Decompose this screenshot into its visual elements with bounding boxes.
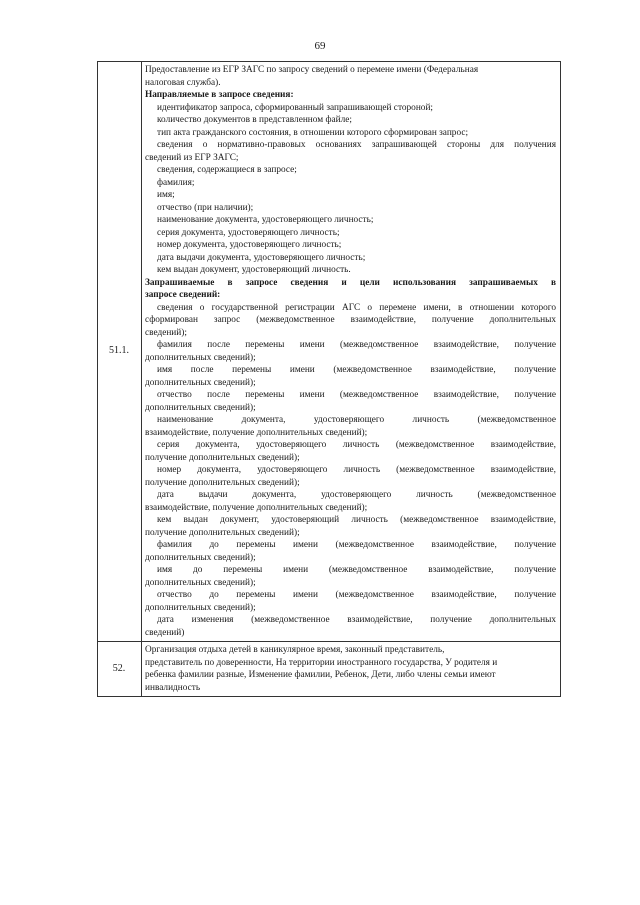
text-line: дополнительных сведений); — [145, 352, 256, 363]
text-line: дата выдачи документа, удостоверяющего личность (межведомственное — [157, 490, 556, 500]
text-line: взаимодействие, получение дополнительных сведений); — [145, 427, 368, 438]
text-line: сформирован запрос (межведомственное взаимодействие, получение дополнительных — [145, 315, 556, 325]
table-row — [98, 62, 561, 642]
table-row — [98, 642, 561, 697]
text-line: кем выдан документ, удостоверяющий личность (межведомственное взаимодействие, — [157, 515, 556, 525]
text-line: сведения о нормативно-правовых основаниях запрашивающей стороны для получения — [157, 140, 556, 150]
text-line: взаимодействие, получение дополнительных сведений); — [145, 502, 368, 513]
text-line: количество документов в представленном файле; — [157, 115, 352, 125]
text-line: отчество после перемены имени (межведомственное взаимодействие, получение — [157, 390, 556, 400]
text-line: наименование документа, удостоверяющего личность; — [157, 215, 374, 225]
text-line: получение дополнительных сведений); — [145, 452, 300, 463]
page-number: 69 — [314, 40, 326, 52]
text-line: фамилия после перемены имени (межведомственное взаимодействие, получение — [157, 340, 556, 350]
text-line: номер документа, удостоверяющего личность; — [157, 240, 342, 250]
text-line: имя; — [157, 190, 175, 200]
text-line: тип акта гражданского состояния, в отношении которого сформирован запрос; — [157, 127, 469, 138]
text-line: дополнительных сведений); — [145, 577, 256, 588]
text-line: отчество до перемены имени (межведомственное взаимодействие, получение — [157, 590, 556, 600]
text-line: сведений) — [145, 627, 185, 638]
text-line: серия документа, удостоверяющего личность (межведомственное взаимодействие, — [157, 440, 556, 450]
services-table-body — [98, 62, 561, 697]
text-line: сведения, содержащиеся в запросе; — [157, 165, 297, 175]
text-line: Запрашиваемые в запросе сведения и цели использования запрашиваемых в — [145, 277, 556, 288]
text-line: фамилия до перемены имени (межведомственное взаимодействие, получение — [157, 540, 556, 550]
text-line: получение дополнительных сведений); — [145, 527, 300, 538]
text-line: имя после перемены имени (межведомственное взаимодействие, получение — [157, 365, 556, 375]
text-line: налоговая служба). — [145, 77, 221, 88]
text-line: дополнительных сведений); — [145, 377, 256, 388]
text-line: наименование документа, удостоверяющего личность (межведомственное — [157, 415, 556, 425]
text-line: Направляемые в запросе сведения: — [145, 90, 294, 100]
text-line: идентификатор запроса, сформированный запрашивающей стороной; — [157, 102, 434, 113]
text-line: дата изменения (межведомственное взаимодействие, получение дополнительных — [157, 615, 556, 625]
row-description — [142, 62, 561, 642]
text-line: представитель по доверенности, На территории иностранного государства, У родителя и — [145, 657, 498, 668]
text-line: отчество (при наличии); — [157, 202, 254, 213]
row-number: 51.1. — [98, 62, 142, 642]
text-line: фамилия; — [157, 177, 195, 188]
text-line: сведения о государственной регистрации АГС о перемене имени, в отношении которого — [157, 302, 556, 313]
text-line: сведений из ЕГР ЗАГС; — [145, 152, 239, 163]
text-line: номер документа, удостоверяющего личность (межведомственное взаимодействие, — [157, 465, 556, 475]
text-line: дополнительных сведений); — [145, 602, 256, 613]
row-number: 52. — [98, 642, 142, 697]
text-line: имя до перемены имени (межведомственное взаимодействие, получение — [157, 565, 556, 575]
text-line: серия документа, удостоверяющего личность; — [157, 227, 340, 238]
text-line: дата выдачи документа, удостоверяющего личность; — [157, 252, 366, 263]
text-line: Предоставление из ЕГР ЗАГС по запросу сведений о перемене имени (Федеральная — [145, 65, 479, 75]
text-line: сведений); — [145, 327, 187, 338]
text-line: запросе сведений: — [145, 290, 221, 300]
text-line: получение дополнительных сведений); — [145, 477, 300, 488]
text-line: кем выдан документ, удостоверяющий личность. — [157, 265, 351, 275]
row-description — [142, 642, 561, 697]
text-line: ребенка фамилии разные, Изменение фамилии, Ребенок, Дети, либо члены семьи имеют — [145, 670, 496, 680]
text-line: Организация отдыха детей в каникулярное время, законный представитель, — [145, 645, 445, 655]
text-line: дополнительных сведений); — [145, 402, 256, 413]
text-line: дополнительных сведений); — [145, 552, 256, 563]
services-table — [97, 61, 561, 697]
text-line: инвалидность — [145, 682, 201, 693]
